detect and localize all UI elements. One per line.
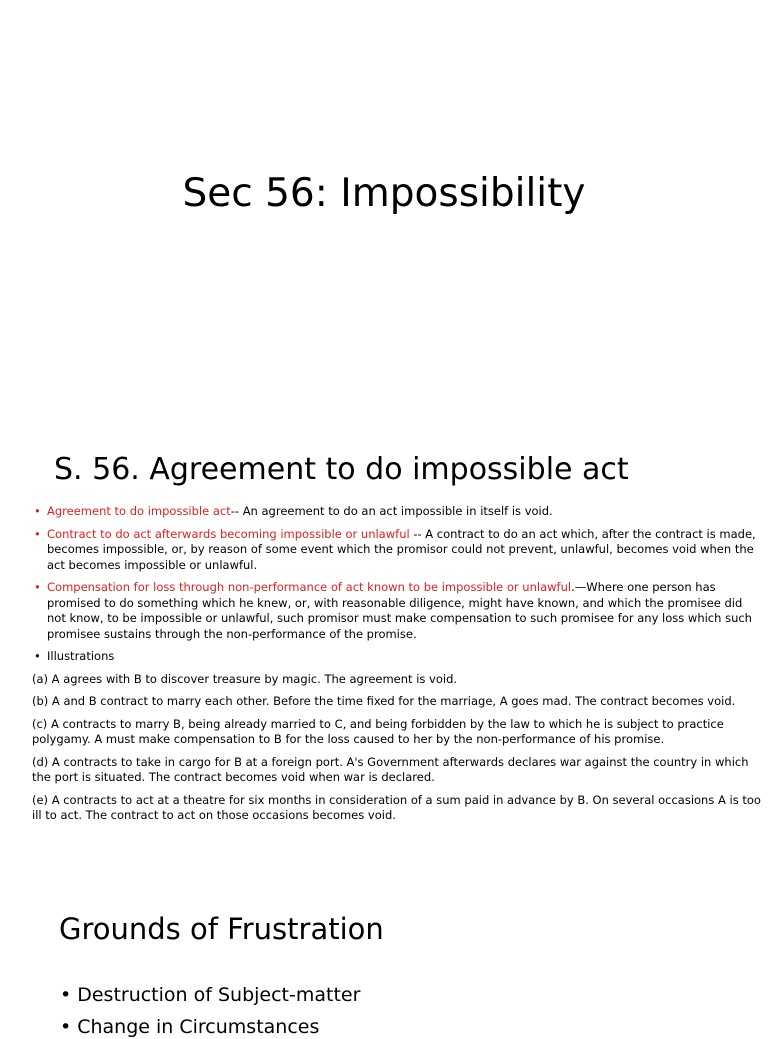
frustration-bullet	[60, 1015, 319, 1039]
bullet-highlight: Agreement to do impossible act	[47, 504, 231, 518]
bullet-item	[32, 527, 764, 574]
slide-title	[0, 0, 768, 420]
bullet-highlight: Contract to do act afterwards becoming impossible or unlawful	[47, 526, 410, 541]
bullet-item	[32, 649, 764, 665]
bullet-item	[32, 504, 764, 520]
frustration-bullet-text: Destruction of Subject-matter	[77, 984, 361, 1006]
illustration-a: (a) A agrees with B to discover treasure by magic. The agreement is void.	[32, 671, 458, 686]
slide-frustration	[0, 880, 768, 1038]
frustration-bullet-text: Change in Circumstances	[77, 1016, 320, 1038]
bullet-item	[32, 580, 764, 642]
bullet-dot-icon: •	[34, 580, 41, 594]
section-heading: S. 56. Agreement to do impossible act	[54, 452, 629, 487]
slide-title-heading: Sec 56: Impossibility	[182, 171, 586, 216]
bullet-text: .—Where one person has promised to do something which he knew, or, with reasonable diligence, might have known, and which the promisee did not know, to be impossible or unlawful, such promisor must make compensation to such promisee for any loss which such promisee sustains through the non-performance of the promise.	[47, 580, 752, 641]
frustration-heading: Grounds of Frustration	[59, 912, 384, 946]
bullet-dot-icon: •	[60, 1016, 72, 1038]
bullet-dot-icon: •	[34, 504, 41, 518]
slide-section-56	[0, 420, 768, 860]
bullet-text: -- A contract to do an act which, after the contract is made, becomes impossible, or, by reason of some event which the promisor could not prevent, unlawful, becomes void when the act becomes impossible or unlawful.	[47, 526, 756, 572]
bullet-text: -- An agreement to do an act impossible in itself is void.	[230, 504, 553, 518]
bullet-dot-icon: •	[34, 649, 41, 663]
frustration-bullet	[60, 983, 360, 1007]
section-body	[32, 504, 764, 831]
illustration-c: (c) A contracts to marry B, being already married to C, and being forbidden by the law to which he is subject to practice polygamy. A must make compensation to B for the loss caused to her by the non-performance of his promise.	[32, 716, 724, 746]
bullet-dot-icon: •	[34, 526, 41, 541]
illustration-e: (e) A contracts to act at a theatre for six months in consideration of a sum paid in advance by B. On several occasions A is too ill to act. The contract to act on those occasions becomes void.	[32, 792, 761, 822]
illustration-d: (d) A contracts to take in cargo for B at a foreign port. A's Government afterwards declares war against the country in which the port is situated. The contract becomes void when war is declared.	[32, 754, 749, 784]
bullet-dot-icon: •	[60, 984, 72, 1006]
illustration-b: (b) A and B contract to marry each other. Before the time fixed for the marriage, A goes mad. The contract becomes void.	[32, 694, 736, 708]
bullet-highlight: Compensation for loss through non-performance of act known to be impossible or unlawful	[47, 580, 572, 594]
bullet-text: Illustrations	[47, 649, 115, 663]
